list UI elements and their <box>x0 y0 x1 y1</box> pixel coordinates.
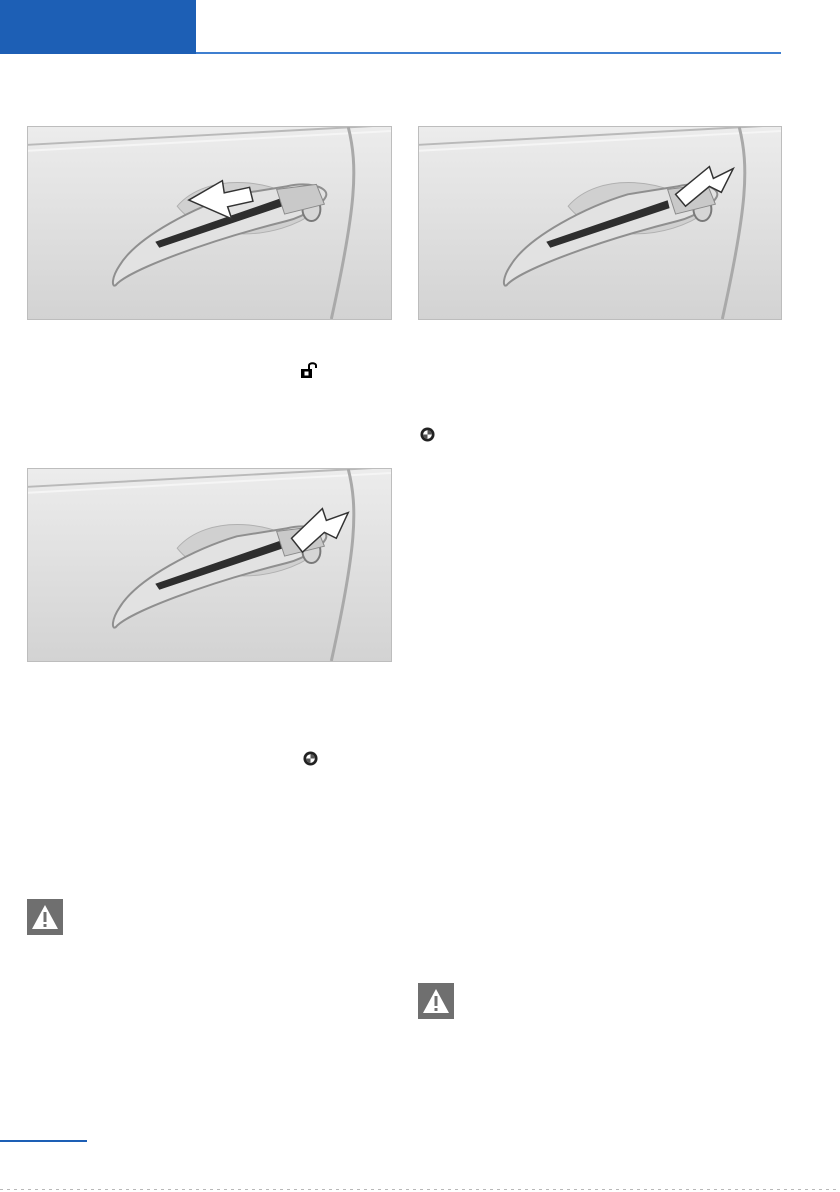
warning-triangle-icon <box>27 899 63 935</box>
bmw-logo-icon <box>303 751 318 766</box>
footer-rule <box>0 1140 87 1142</box>
door-handle-lock-figure-right <box>418 126 782 320</box>
header-rule <box>196 52 781 54</box>
bmw-logo-icon <box>420 427 435 442</box>
door-handle-grip-figure <box>27 126 392 320</box>
padlock-open-icon <box>300 361 318 379</box>
page-edge-dots <box>0 1189 840 1190</box>
warning-triangle-icon <box>418 983 454 1019</box>
door-handle-lock-figure-left <box>27 468 392 662</box>
chapter-tab <box>0 0 196 54</box>
